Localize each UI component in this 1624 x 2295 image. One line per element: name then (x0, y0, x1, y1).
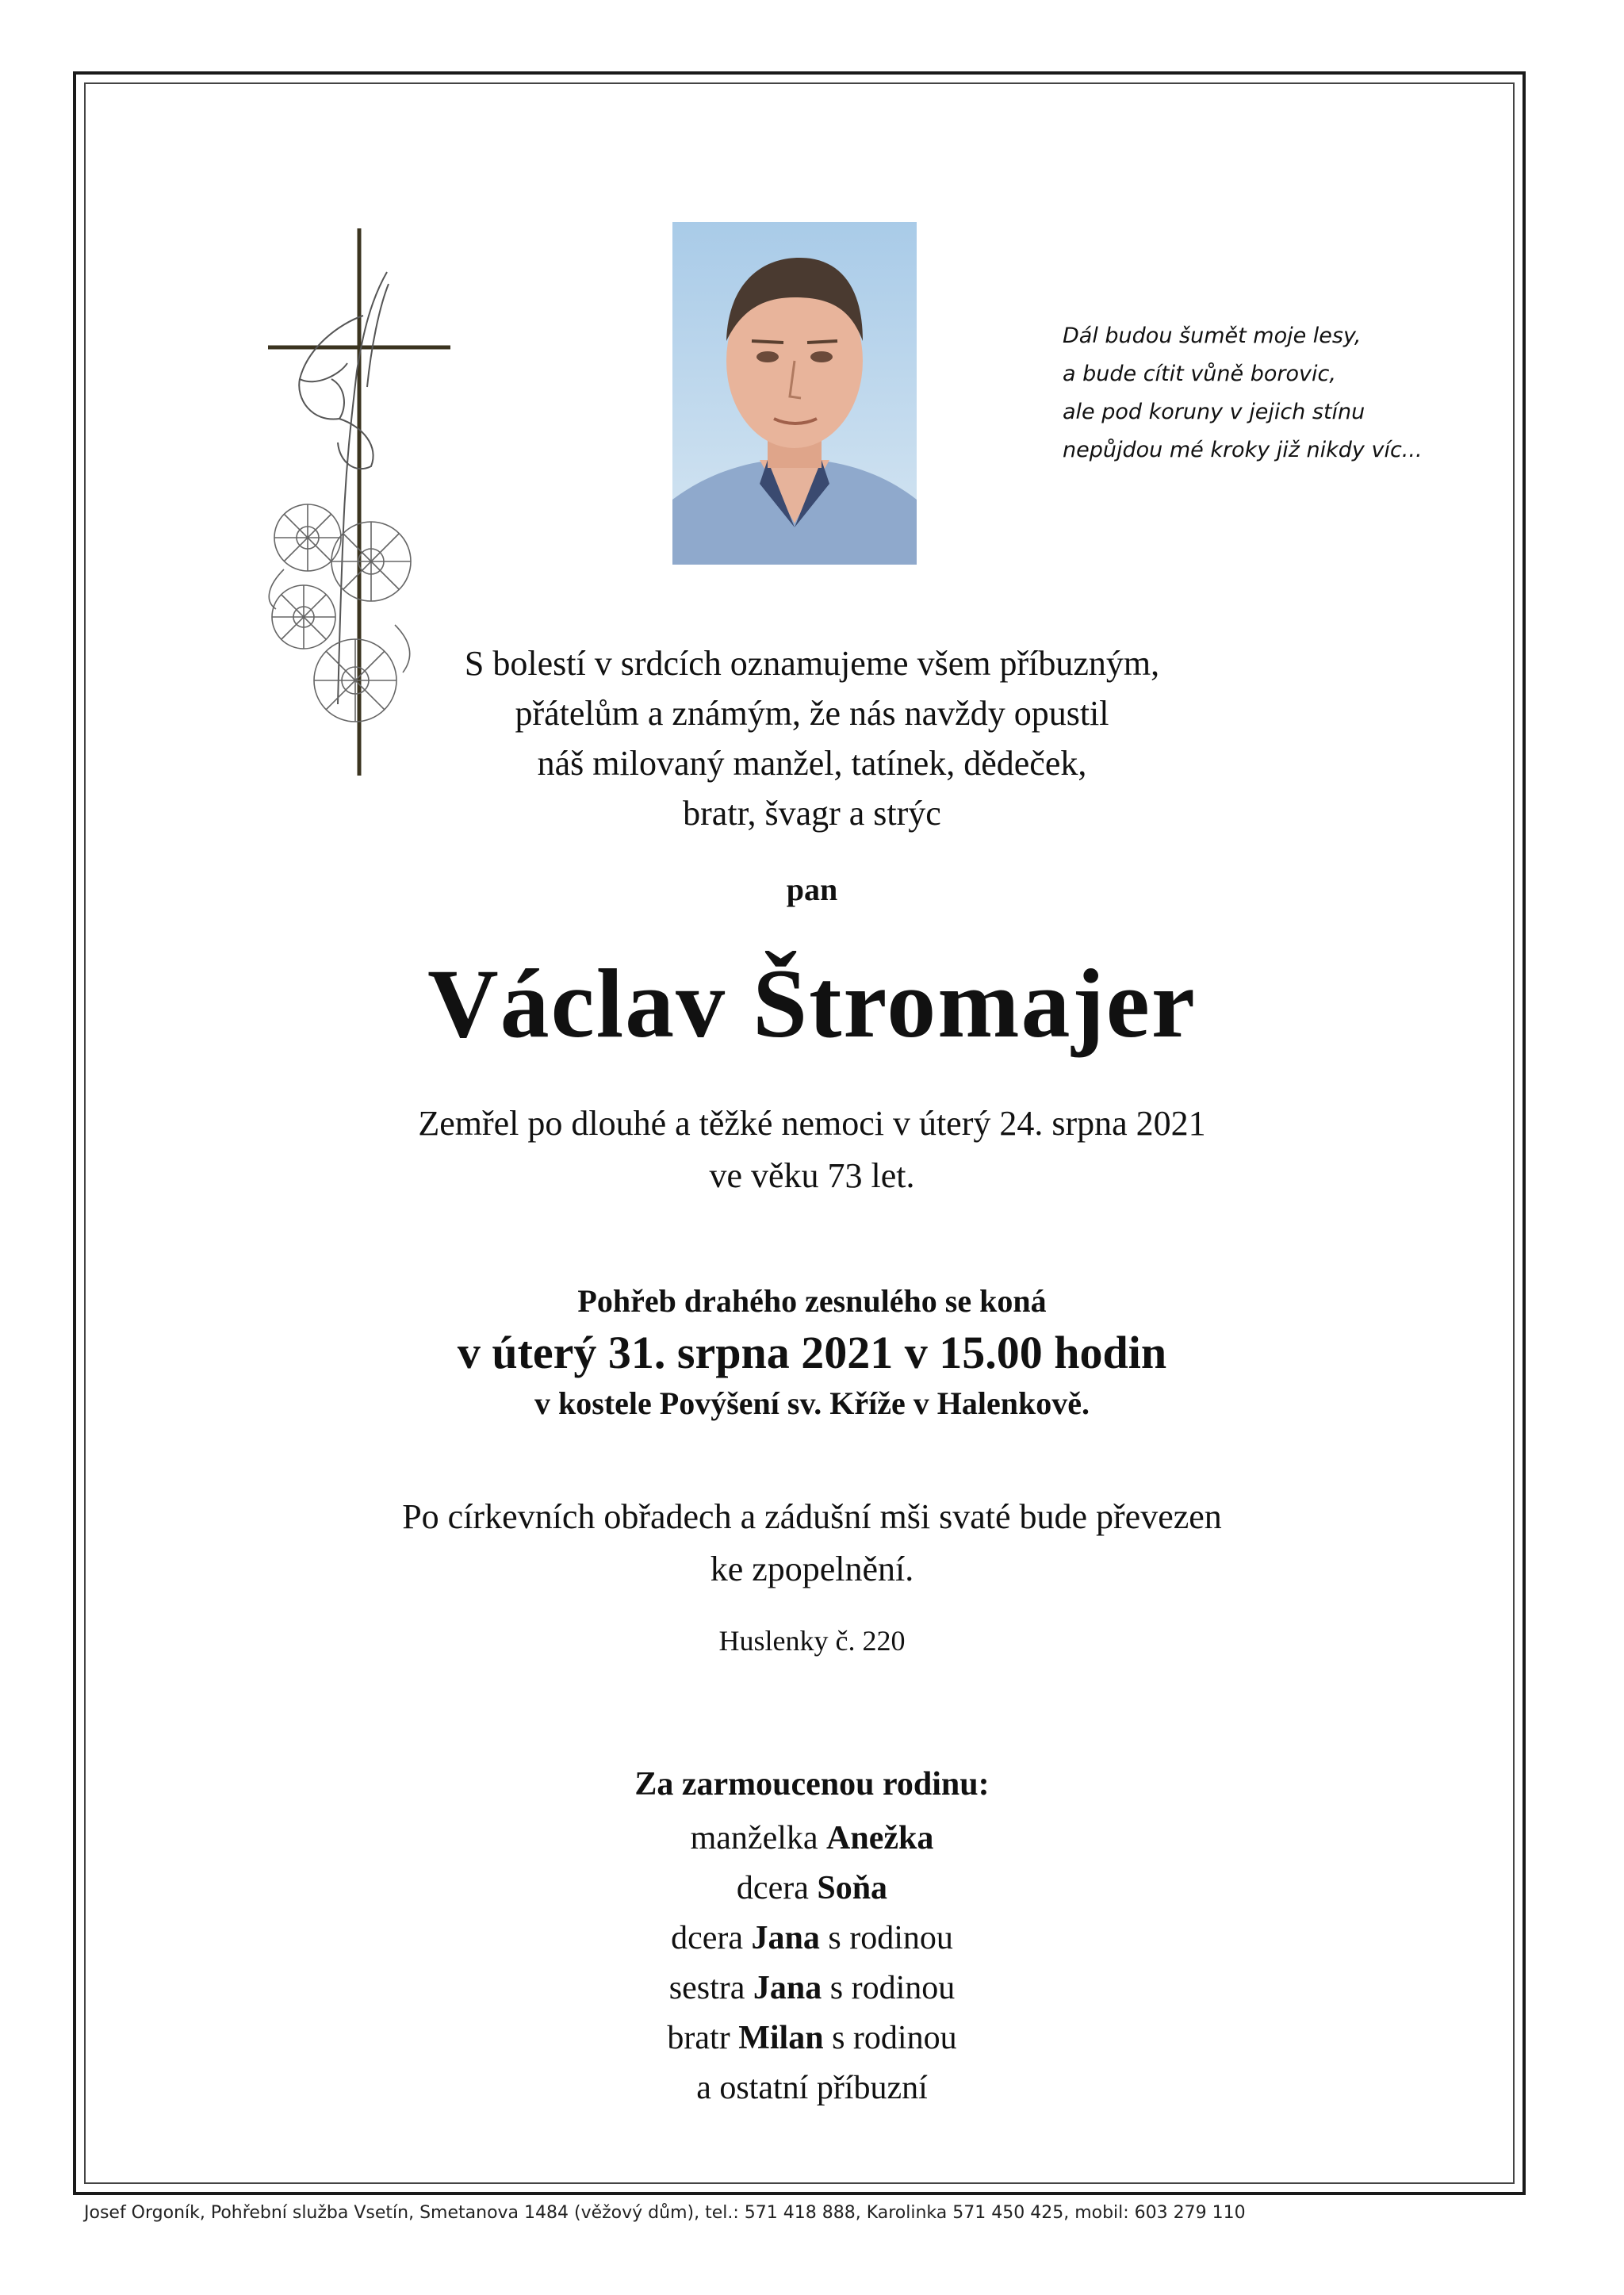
poem-quote (1063, 317, 1507, 469)
member-name: Jana (751, 1920, 820, 1956)
member-relation: dcera (736, 1870, 809, 1906)
member-name: Jana (753, 1970, 822, 2006)
cremation-line: Po církevních obřadech a zádušní mši svaté bude převezen (402, 1497, 1222, 1536)
member-suffix: s rodinou (828, 1920, 953, 1956)
member-relation: manželka (690, 1820, 818, 1856)
quote-line: a bude cítit vůně borovic, (1063, 362, 1336, 386)
quote-line: nepůjdou mé kroky již nikdy víc... (1063, 438, 1423, 462)
family-heading: Za zarmoucenou rodinu: (634, 1766, 990, 1803)
member-relation: sestra (668, 1970, 745, 2006)
announcement-line: náš milovaný manžel, tatínek, dědeček, (537, 744, 1087, 783)
member-suffix: s rodinou (832, 2020, 957, 2056)
family-list (0, 1814, 1624, 2113)
cremation-line: ke zpopelnění. (710, 1550, 914, 1588)
announcement-line: bratr, švagr a strýc (683, 794, 941, 833)
family-member (0, 2013, 1624, 2063)
family-member (0, 1914, 1624, 1964)
member-name: Soňa (817, 1870, 888, 1906)
family-member (0, 1964, 1624, 2013)
funeral-info (0, 1277, 1624, 1427)
funeral-service-footer: Josef Orgoník, Pohřební služba Vsetín, Smetanova 1484 (věžový dům), tel.: 571 418 888, Karolinka 571 450 425, mobil: 603 279 110 (84, 2203, 1246, 2223)
death-info (0, 1098, 1624, 1202)
portrait-photo (672, 222, 917, 565)
death-line: ve věku 73 let. (709, 1156, 915, 1195)
family-address: Huslenky č. 220 (718, 1625, 906, 1657)
death-line: Zemřel po dlouhé a těžké nemoci v úterý 24. srpna 2021 (418, 1104, 1206, 1143)
announcement-text (0, 638, 1624, 838)
quote-line: ale pod koruny v jejich stínu (1063, 400, 1365, 424)
deceased-name: Václav Štromajer (427, 949, 1197, 1058)
funeral-datetime: v úterý 31. srpna 2021 v 15.00 hodin (457, 1327, 1167, 1378)
quote-line: Dál budou šumět moje lesy, (1063, 324, 1362, 348)
family-member (0, 1864, 1624, 1914)
member-name: Anežka (826, 1820, 934, 1856)
cremation-note (0, 1491, 1624, 1596)
funeral-location: v kostele Povýšení sv. Kříže v Halenkově. (534, 1385, 1090, 1421)
member-name: Milan (738, 2020, 824, 2056)
announcement-line: přátelům a známým, že nás navždy opustil (515, 694, 1109, 733)
funeral-heading: Pohřeb drahého zesnulého se koná (577, 1283, 1047, 1319)
member-suffix: s rodinou (829, 1970, 956, 2006)
member-relation: bratr (667, 2020, 730, 2056)
family-member (0, 1814, 1624, 1864)
announcement-line: S bolestí v srdcích oznamujeme všem příbuzným, (464, 644, 1160, 683)
title-prefix: pan (786, 872, 838, 907)
family-closing: a ostatní příbuzní (696, 2070, 928, 2106)
member-relation: dcera (671, 1920, 744, 1956)
